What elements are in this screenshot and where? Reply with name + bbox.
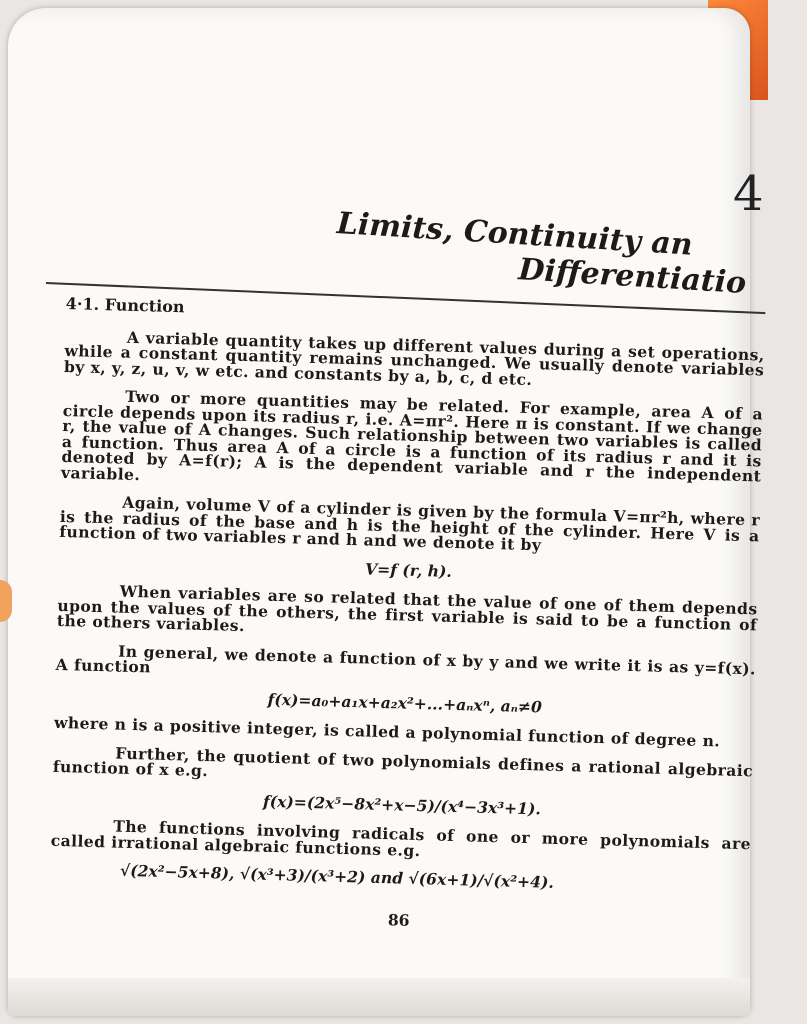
paragraph-2: Two or more quantities may be related. For example, area A of a circle depends upon its radius r, i.e. A=πr². Here π is constant. If we change r, the value of A changes. Such relationship between two variables is called a function. Thus area A of a circle is a function of its radius r and it is denoted by A=f(r); A is the dependent variable and r the independent variable. [60,386,764,486]
page-edge [8,978,750,1016]
paragraph-1: A variable quantity takes up different values during a set operations, while a constant quantity remains unchanged. We usually denote variables by x, y, z, u, v, w etc. and constants by a, b, c, d etc. [63,327,765,389]
paragraph-5: In general, we denote a function of x by y and we write it is as y=f(x). A function [55,641,757,678]
equation-2: f(x)=a₀+a₁x+a₂x²+...+aₙxⁿ, aₙ≠0 [267,689,543,716]
paragraph-8: The functions involving radicals of one or more polynomials are called irrational algebraic functions e.g. [50,816,752,860]
equation-4: √(2x²−5x+8), √(x³+3)/(x³+2) and √(6x+1)/√(x²+4). [119,860,555,892]
equation-1: V=f (r, h). [364,558,453,581]
paragraph-6: where n is a positive integer, is called a polynomial function of degree n. [53,712,721,751]
chapter-number: 4 [733,166,764,222]
paragraph-7: Further, the quotient of two polynomials defines a rational algebraic function of x e.g. [52,743,754,781]
equation-3: f(x)=(2x⁵−8x²+x−5)/(x⁴−3x³+1). [262,791,542,818]
chapter-title-line1: Limits, Continuity an [335,206,694,263]
book-page [8,8,765,1016]
paragraph-4: When variables are so related that the value of one of them depends upon the values of the others, the first variable is said to be a function of the others variables. [56,581,758,636]
chapter-title-line2: Differentiatio [517,252,748,302]
thumb [0,580,12,622]
page-body [49,296,766,937]
page-number: 86 [387,909,410,930]
section-heading: 4·1. Function [65,294,185,317]
paragraph-3: Again, volume V of a cylinder is given by the formula V=πr²h, where r is the radius of the base and h is the height of the cylinder. Here V is a function of two variables r and h and we denote it by [59,492,761,555]
